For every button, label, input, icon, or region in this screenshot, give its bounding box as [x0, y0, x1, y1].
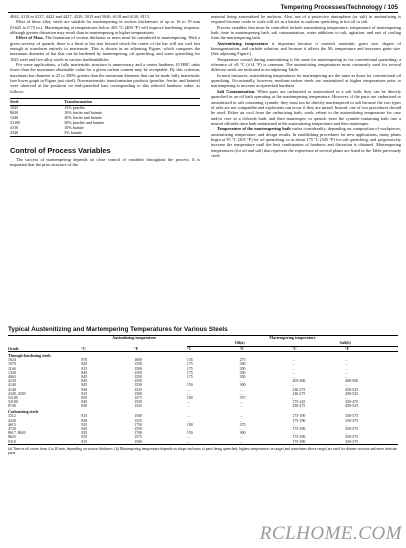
- cell-value: 1700: [134, 431, 142, 436]
- cell-value: 845: [81, 379, 88, 384]
- cell-value: 190: [186, 396, 193, 401]
- cell-value: 230-275: [292, 387, 306, 392]
- cell-value: 1500: [134, 391, 142, 396]
- cell-value: ...: [186, 391, 190, 396]
- cell-value: ...: [292, 366, 296, 371]
- cell-steel: 52100: [10, 119, 21, 125]
- cell-value: 955: [81, 422, 88, 427]
- cell-value: 845: [81, 400, 88, 405]
- cell-value: 845: [81, 362, 88, 367]
- cell-grade: 8740: [8, 404, 16, 409]
- temperature-table-block: [8, 326, 398, 455]
- cell-grade: 1024: [8, 358, 16, 363]
- cell-value: 400-500: [345, 379, 359, 384]
- cell-value: ...: [239, 391, 243, 396]
- paragraph: [10, 35, 200, 62]
- table-title: Typical Austenitizing and Martempering Temperatures for Various Steels: [8, 326, 228, 333]
- table-row: [10, 131, 200, 136]
- cell-value: 175: [186, 370, 193, 375]
- run-in-heading: Austenitizing temperature: [217, 40, 269, 46]
- cell-value: 175-245: [292, 400, 306, 405]
- cell-value: 350-375: [345, 440, 398, 445]
- cell-value: 1500: [134, 366, 142, 371]
- cell-value: 175: [186, 375, 193, 379]
- header-austenitizing: Austenitizing temperature: [81, 336, 187, 341]
- cell-grade: 4320: [8, 418, 16, 423]
- cell-grade: 4130: [8, 379, 16, 384]
- cell-value: 375: [239, 396, 246, 401]
- cell-grade: 52100: [8, 396, 18, 401]
- cell-value: 205-260: [292, 379, 306, 384]
- cell-value: ...: [186, 418, 190, 423]
- cell-value: ...: [292, 362, 296, 367]
- cell-value: 150: [186, 431, 193, 436]
- header-martempering: Martempering temperature: [187, 336, 398, 341]
- group-label: Carburizing steels: [8, 410, 39, 415]
- cell-transformation: 20% ferrite and bainite: [64, 114, 102, 120]
- cell-grade: 4720: [8, 427, 16, 432]
- cell-transformation: 10% ferrite and bainite: [64, 109, 102, 115]
- cell-value: ...: [239, 418, 243, 423]
- cell-value: 1500: [134, 440, 187, 445]
- cell-steel: 8630: [10, 109, 19, 115]
- cell-value: ...: [345, 362, 349, 367]
- cell-value: 1550: [134, 379, 142, 384]
- cell-transformation: 5% bainite: [34, 131, 200, 136]
- cell-value: ...: [292, 370, 296, 375]
- cell-value: 300: [239, 431, 246, 436]
- run-in-heading: Temperature of the martempering bath: [217, 126, 291, 132]
- cell-value: 815: [81, 414, 88, 419]
- cell-grade: 4615: [8, 422, 16, 427]
- cell-value: 830: [81, 418, 88, 423]
- paragraph: [211, 41, 401, 57]
- cell-value: 1525: [134, 418, 142, 423]
- cell-grade: 8625: [8, 435, 16, 440]
- cell-value: ...: [186, 414, 190, 419]
- column-header: Transformation: [34, 99, 200, 106]
- cell-value: ...: [187, 440, 240, 445]
- cell-value: 350-375: [345, 427, 359, 432]
- run-in-heading: Salt Contamination.: [217, 88, 256, 94]
- cell-value: 845: [81, 427, 88, 432]
- cell-value: 815: [81, 440, 134, 445]
- paragraph-text: When parts are carburized or austenitized in a salt bath, they can be directly quenched in an oil bath operating at the martempering temperature. However, if the parts are carburized or austenitized in salt containing cyanide, they must not be directly martempered in salt because the two types of salts are not compatible and explosions can occur if they are mixed. Instead, one of two procedures should be used: Either air cool from the carburizing bath, wash, reheat to the austenitizing temperature for case and/or core in a chloride bath, and then martemper; or quench from the cyanide-containing bath into a neutral chloride rinse bath maintained at the austenitizing temperature and then martemper.: [211, 88, 401, 126]
- header-unit-c: °C: [187, 346, 240, 352]
- header-unit-c: °C: [292, 346, 345, 352]
- paragraph-text: The limitation of section thickness or mass must be considered in martempering. With a given severity of quench, there is a limit to bar size beyond which the center of the bar will not cool fast enough to transform entirely to martensite. This is shown in an adjoining Figure, which compares the maximum diameter of bar that can be hardened by martempering, oil quenching, and water quenching for 1045 steel and five alloy steels in various hardenabilities.: [10, 35, 200, 62]
- cell-value: ...: [186, 435, 190, 440]
- cell-value: ...: [292, 375, 296, 379]
- cell-value: ...: [240, 440, 293, 445]
- cell-value: 1550: [134, 362, 142, 367]
- paragraph: In most instances, austenitizing temperatures for martempering are the same as those for conventional oil quenching. Occasionally, however, medium-carbon steels are austenitized at higher temperatures prior to martempering to increase as-quenched hardness.: [211, 72, 401, 89]
- cell-value: ...: [186, 400, 190, 405]
- cell-value: 350-475: [345, 400, 359, 405]
- cell-value: 350-375: [345, 435, 359, 440]
- cell-value: 350: [239, 362, 246, 367]
- cell-value: ...: [345, 366, 349, 371]
- cell-value: 1575: [134, 435, 142, 440]
- cell-value: ...: [239, 435, 243, 440]
- cell-value: 845: [81, 370, 88, 375]
- cell-value: ...: [186, 387, 190, 392]
- cell-value: 450-525: [345, 404, 359, 409]
- cell-steel: 4340: [10, 131, 34, 136]
- table-footnote: (a) Time in oil varies from 4 to 20 min, depending on section thickness. (b) Martempering temperature depends on shape and mass of parts being quenched; highest temperatures in range (and sometimes above range) are used for thinner sections and more intricate parts.: [8, 446, 398, 456]
- paragraph: 4042, 4118 to 4137, 4422 and 4427, 4520, 5015 and 5046, 6118 and 6120, 8115.: [10, 14, 151, 19]
- paragraph-text: varies considerably, depending on composition of workpieces, austenitizing temperature, and design results. In establishing procedures for new applications, many plants begin at 95 °C (205 °F) for oil quenching, or at about 175 °C (345 °F) for salt quenching, and progressively increase the temperature until the best combination of hardness and distortion is obtained. Martempering temperatures (for oil and salt) that represent the experience of several plants are listed in the Table previously cited.: [211, 126, 401, 158]
- cell-grade: 9310: [8, 440, 81, 445]
- cell-grade: 1330: [8, 370, 16, 375]
- paragraph-text: is important because it controls austenitic grain size, degree of homogenization, and carbide solution, and because it affects the Mₛ temperature and increases grain size. (See adjoining Figure.): [211, 40, 401, 57]
- cell-value: 815: [81, 391, 88, 396]
- run-in-heading: Effect of Mass.: [16, 35, 44, 41]
- cell-value: 175-190: [292, 414, 306, 419]
- left-column: [10, 14, 200, 167]
- cell-value: 1500: [134, 414, 142, 419]
- cell-value: ...: [292, 396, 296, 401]
- cell-value: ...: [292, 431, 296, 436]
- cell-value: 1750: [134, 422, 142, 427]
- cell-value: 845: [81, 375, 88, 379]
- cell-transformation: 50% pearlite and bainite: [64, 119, 105, 125]
- table-row: [8, 440, 398, 445]
- cell-value: ...: [345, 431, 349, 436]
- cell-value: 350-375: [345, 414, 359, 419]
- cell-steel: 4150: [10, 124, 19, 130]
- cell-grade: 3312: [8, 414, 16, 419]
- cell-transformation: 15% pearlite: [64, 105, 86, 111]
- cell-value: 1575: [134, 396, 142, 401]
- cell-value: 1550: [134, 383, 142, 388]
- cell-value: ...: [186, 427, 190, 432]
- cell-value: 855: [81, 435, 88, 440]
- cell-value: 1550: [134, 400, 142, 405]
- paragraph: [211, 89, 401, 126]
- cell-value: ...: [239, 379, 243, 384]
- temperature-table: [8, 335, 398, 445]
- cell-value: ...: [345, 375, 349, 379]
- cell-value: 375: [239, 422, 246, 427]
- cell-value: ...: [186, 404, 190, 409]
- cell-value: ...: [239, 400, 243, 405]
- cell-value: ...: [345, 383, 349, 388]
- cell-value: 450-525: [345, 391, 359, 396]
- header-grade: Grade: [8, 346, 81, 352]
- cell-value: 175: [186, 362, 193, 367]
- cell-grade: 1146: [8, 366, 16, 371]
- cell-value: 230-275: [292, 404, 306, 409]
- table-body: [8, 352, 398, 444]
- cell-value: ...: [239, 387, 243, 392]
- cell-value: 230-275: [292, 391, 306, 396]
- cell-value: ...: [345, 370, 349, 375]
- paragraph: Process variables that must be controlled include austenitizing temperature, temperature of martempering bath, time in martempering bath, salt contamination, water additions to salt, agitation, and rate of cooling from the martempering bath.: [211, 24, 401, 41]
- cell-steel: 1045: [10, 105, 19, 111]
- cell-value: 830: [81, 404, 88, 409]
- cell-value: 815: [81, 366, 88, 371]
- paragraph: For some applications, a fully martensitic structure is unnecessary and a center hardness 10 HRC units lower than the maximum obtainable value for a given carbon content may be acceptable. By this criterion, maximum bar diameter is 25 to 300% greater than the maximum diameter that can be made fully martensitic (see lower graph in Figure just cited). Non-martensitic transformation products (pearlite, ferrite, and bainite) were observed at the positions on end-quenched bars corresponding to this reduced hardness value, as follows:: [10, 62, 200, 94]
- header-unit-f: °F: [240, 346, 293, 352]
- cell-value: ...: [239, 414, 243, 419]
- transformation-table: [10, 98, 200, 136]
- cell-grade: 4140: [8, 383, 16, 388]
- cell-value: 150: [186, 383, 193, 388]
- cell-value: 350-375: [345, 418, 359, 423]
- cell-value: 275: [239, 358, 246, 363]
- cell-value: 925: [81, 431, 88, 436]
- cell-grade: 4140: [8, 387, 16, 392]
- cell-value: 175-190: [292, 418, 306, 423]
- running-head: Tempering Processes/Technology / 105: [8, 3, 398, 13]
- cell-value: 1525: [134, 404, 142, 409]
- cell-value: ...: [345, 396, 349, 401]
- cell-value: 175: [186, 366, 193, 371]
- cell-value: 1600: [134, 358, 142, 363]
- cell-value: 870: [81, 358, 88, 363]
- cell-value: 350: [239, 366, 246, 371]
- cell-value: 135: [186, 358, 193, 363]
- paragraph: [211, 126, 401, 158]
- cell-transformation: 10% bainite: [64, 124, 84, 130]
- cell-value: 1550: [134, 427, 142, 432]
- cell-value: ...: [345, 358, 349, 363]
- cell-value: 175-190: [292, 435, 306, 440]
- paragraph: material being austenitized be uniform. Also, use of a protective atmosphere (or salt) in austenitizing is required because oxide or scale will act as a barrier to uniform quenching in hot oil or salt.: [211, 14, 401, 25]
- header-unit-f: °F: [345, 346, 398, 352]
- cell-value: 175-190: [292, 427, 306, 432]
- section-heading: Control of Process Variables: [10, 145, 111, 155]
- cell-value: 830: [81, 387, 88, 392]
- cell-value: 175-190: [292, 440, 345, 445]
- cell-steel: 1340: [10, 114, 19, 120]
- cell-value: 1550: [134, 370, 142, 375]
- cell-value: 190: [186, 422, 193, 427]
- paragraph: Temperature control during austenitizing is the same for martempering as for conventional quenching: a tolerance of ±8 °C (±14 °F) is common. The austenitizing temperatures most commonly used for several different steels are indicated in an adjoining Table.: [211, 56, 401, 73]
- cell-value: ...: [239, 427, 243, 432]
- cell-value: ...: [292, 422, 296, 427]
- cell-value: 450-525: [345, 387, 359, 392]
- header-unit-c: °C: [81, 346, 134, 352]
- cell-value: ...: [239, 404, 243, 409]
- cell-value: ...: [292, 358, 296, 363]
- paragraph: The success of martempering depends on close control of variables throughout the process. It is important that the prior structure of the: [10, 156, 200, 167]
- paragraph: Most of these alloy steels are suitable for martempering in section thicknesses of up to 16 to 19 mm (0.625 to 0.75 in.). Martempering at temperatures below 205 °C (400 °F) will improve hardening response, although greater distortion may result than in martempering at higher temperatures.: [10, 19, 200, 36]
- cell-value: 350: [239, 370, 246, 375]
- header-oil: Oil(a): [187, 341, 293, 346]
- column-header: Steel: [10, 99, 34, 106]
- cell-value: ...: [345, 422, 349, 427]
- header-salt: Salt(b): [292, 341, 398, 346]
- cell-grade: 4063: [8, 375, 16, 379]
- cell-value: 855: [81, 396, 88, 401]
- cell-value: 1550: [134, 375, 142, 379]
- cell-value: ...: [186, 379, 190, 384]
- group-label: Through-hardening steels: [8, 353, 51, 358]
- cell-grade: 4340, 4350: [8, 391, 26, 396]
- header-unit-f: °F: [134, 346, 187, 352]
- cell-value: 300: [239, 383, 246, 388]
- cell-value: 1525: [134, 387, 142, 392]
- right-column: [211, 14, 401, 158]
- cell-grade: 8617, 8620: [8, 431, 26, 436]
- cell-grade: 1070: [8, 362, 16, 367]
- watermark-logo: RCLHOME.COM: [259, 523, 402, 544]
- cell-value: ...: [292, 383, 296, 388]
- cell-value: 845: [81, 383, 88, 388]
- cell-value: 350: [239, 375, 246, 379]
- margin-artifact: [398, 228, 404, 298]
- cell-grade: 52100: [8, 400, 18, 405]
